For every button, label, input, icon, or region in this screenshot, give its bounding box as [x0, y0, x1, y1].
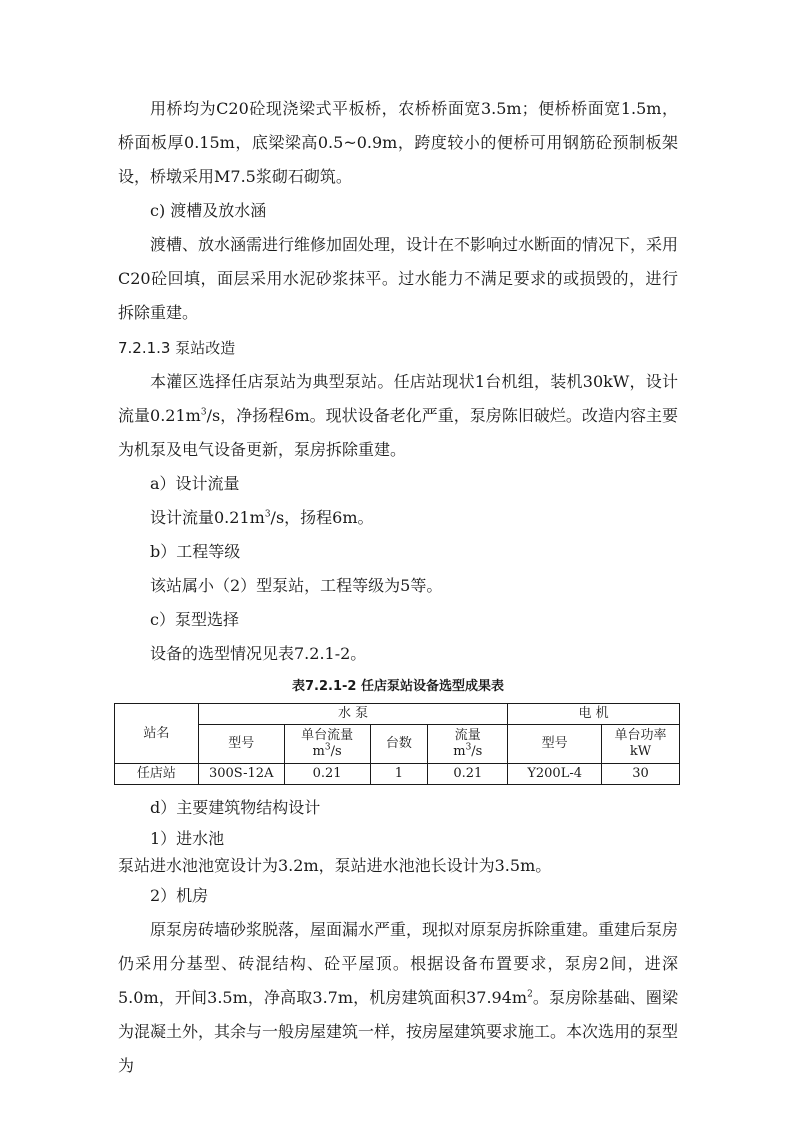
paragraph-design-flow	[118, 501, 678, 535]
cell-station: 任店站	[115, 764, 199, 785]
subheading-pump-type: c）泵型选择	[150, 610, 239, 629]
text: 流量	[454, 728, 481, 743]
text: 单台流量	[301, 728, 354, 743]
paragraph-pump-station	[118, 365, 678, 467]
flow-header	[428, 725, 508, 764]
table-caption: 表7.2.1-2 任店泵站设备选型成果表	[292, 679, 504, 694]
count-header: 台数	[370, 725, 428, 764]
superscript: 3	[465, 742, 472, 753]
station-header: 站名	[115, 704, 199, 764]
text: 原泵房砖墙砂浆脱落，屋面漏水严重，现拟对原泵房拆除重建。重建后泵房仍采用分基型、砖混结构、砼平屋顶。根据设备布置要求，泵房2间，进深5.0m，开间3.5m，净高取3.7m，机房建筑面积37.94m	[118, 920, 679, 1007]
table-header-row	[115, 704, 680, 725]
subheading-structure: d）主要建筑物结构设计	[150, 798, 321, 817]
pump-group-header: 水 泵	[198, 704, 507, 725]
text: m	[312, 744, 325, 759]
paragraph-aqueduct: 渡槽、放水涵需进行维修加固处理，设计在不影响过水断面的情况下，采用C20砼回填，面层采用水泥砂浆抹平。过水能力不满足要求的或损毁的，进行拆除重建。	[118, 235, 679, 322]
superscript: 3	[264, 509, 271, 520]
text: 单台功率	[614, 728, 667, 743]
unit-power-header	[602, 725, 680, 764]
superscript: 2	[527, 989, 533, 1000]
document-page	[118, 92, 678, 1083]
cell-count: 1	[370, 764, 428, 785]
superscript: 3	[324, 742, 331, 753]
cell-unit-power: 30	[602, 764, 680, 785]
subheading-machine-room: 2）机房	[150, 886, 209, 905]
table-row	[115, 764, 680, 785]
text: 本灌区选择任店泵站为典型泵站。任店站现状1台机组，装机30kW，设计流量0.21m	[118, 372, 678, 425]
paragraph-intake-pool: 泵站进水池池宽设计为3.2m，泵站进水池池长设计为3.5m。	[118, 856, 552, 875]
text: 设计流量0.21m	[150, 508, 265, 527]
text: /s，扬程6m。	[270, 508, 374, 527]
unit-flow-header	[284, 725, 370, 764]
cell-pump-model: 300S-12A	[198, 764, 284, 785]
motor-model-header: 型号	[508, 725, 602, 764]
text: /s	[471, 744, 483, 759]
section-heading: 7.2.1.3 泵站改造	[118, 339, 236, 357]
equipment-table	[114, 703, 680, 785]
paragraph-pump-type: 设备的选型情况见表7.2.1-2。	[150, 644, 367, 663]
paragraph-machine-room	[118, 913, 678, 1083]
subheading-intake-pool: 1）进水池	[150, 829, 225, 848]
text: /s，净扬程6m。现状设备老化严重，泵房陈旧破烂。改造内容主要为机泵及电气设备更新，泵房拆除重建。	[118, 406, 678, 459]
paragraph-bridges	[118, 92, 678, 194]
cell-unit-flow: 0.21	[284, 764, 370, 785]
superscript: 3	[200, 407, 207, 418]
subheading-grade: b）工程等级	[150, 542, 241, 561]
cell-motor-model: Y200L-4	[508, 764, 602, 785]
text: 用桥均为C20砼现浇梁式平板桥，农桥桥面宽3.5m；便桥桥面宽1.5m，桥面板厚0.15m，底梁梁高0.5~0.9m，跨度较小的便桥可用钢筋砼预制板架设，桥墩采用M7.5浆砌石砌筑。	[118, 99, 678, 186]
subheading-design-flow: a）设计流量	[150, 474, 240, 493]
cell-flow: 0.21	[428, 764, 508, 785]
text: m	[453, 744, 466, 759]
subheading-aqueduct: c) 渡槽及放水涵	[150, 201, 267, 220]
table-subheader-row	[115, 725, 680, 764]
text: 。泵房除基础、圈梁为混凝土外，其余与一般房屋建筑一样，按房屋建筑要求施工。本次选用的泵型为	[118, 988, 679, 1075]
text: kW	[629, 744, 652, 759]
motor-group-header: 电 机	[508, 704, 680, 725]
text: /s	[330, 744, 342, 759]
paragraph-grade: 该站属小（2）型泵站，工程等级为5等。	[150, 576, 443, 595]
pump-model-header: 型号	[198, 725, 284, 764]
